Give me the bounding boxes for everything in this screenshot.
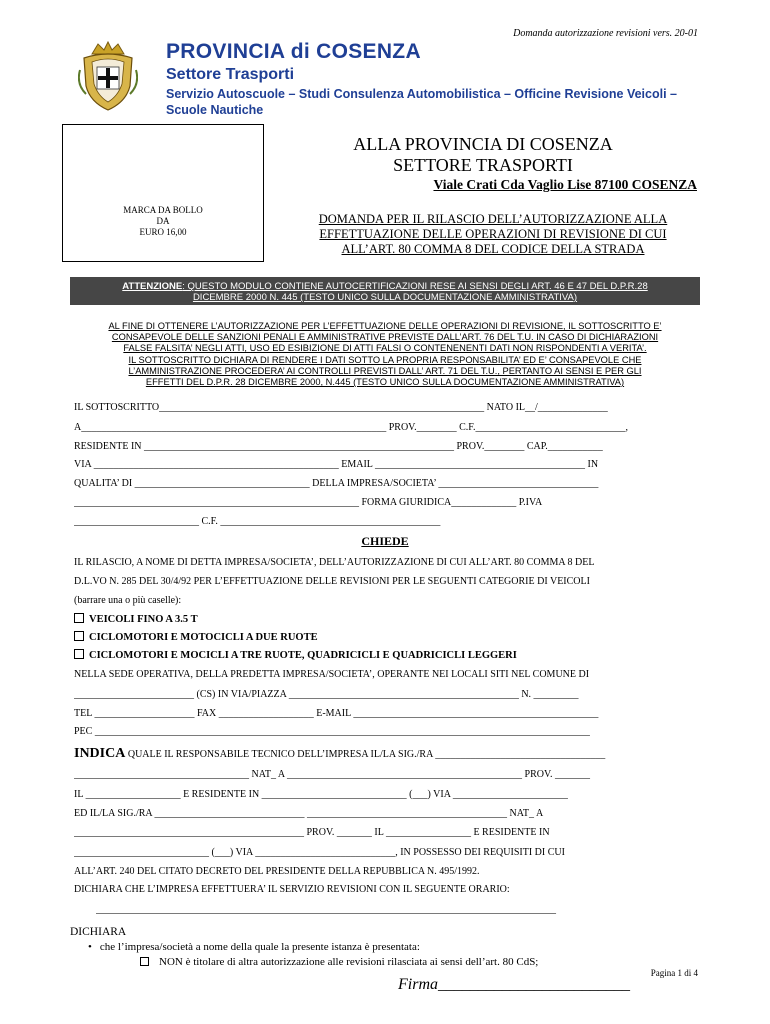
- subject-line-1: DOMANDA PER IL RILASCIO DELL’AUTORIZZAZIONE ALLA: [318, 212, 668, 226]
- bullet-item: [88, 941, 420, 953]
- category-label: VEICOLI FINO A 3.5 T: [89, 614, 198, 625]
- stamp-line-3: EURO 16,00: [139, 227, 187, 237]
- field-sede-address[interactable]: ________________________ (CS) IN VIA/PIAZZA ______________________________________________ N. _________: [74, 689, 579, 700]
- chiede-heading: CHIEDE: [361, 534, 409, 548]
- field-residence[interactable]: RESIDENTE IN ______________________________________________________________ PROV.________ CAP.___________: [74, 441, 603, 452]
- recipient-line-1: ALLA PROVINCIA DI COSENZA: [353, 134, 613, 154]
- attention-banner: [70, 277, 700, 305]
- intro-line: CONSAPEVOLE DELLE SANZIONI PENALI E AMMINISTRATIVE PREVISTE DALL’ART. 76 DEL T.U. IN CASO DI DICHIARAZIONI: [111, 332, 659, 343]
- category-label: CICLOMOTORI E MOTOCICLI A DUE RUOTE: [89, 632, 318, 643]
- request-line: IL RILASCIO, A NOME DI DETTA IMPRESA/SOCIETA’, DELL’AUTORIZZAZIONE DI CUI ALL’ART. 80 COMMA 8 DEL: [74, 557, 595, 568]
- checkbox-icon[interactable]: [140, 957, 149, 966]
- field-second-resp-birth[interactable]: ______________________________________________ PROV. _______ IL _________________ E RESIDENTE IN: [74, 827, 550, 838]
- intro-line: L’AMMINISTRAZIONE PROCEDERA’ AI CONTROLLI PREVISTI DALL’ ART. 71 DEL T.U., PERTANTO AI SENSI E PER GLI: [128, 365, 642, 376]
- subbullet-item[interactable]: [140, 956, 538, 968]
- bullet-dot-icon: •: [88, 941, 92, 953]
- attention-line-2: DICEMBRE 2000 N. 445 (TESTO UNICO SULLA DOCUMENTAZIONE AMMINISTRATIVA): [192, 292, 578, 303]
- signature-field[interactable]: Firma________________________: [398, 976, 630, 993]
- request-line: D.L.VO N. 285 DEL 30/4/92 PER L’EFFETTUAZIONE DELLE REVISIONI PER LE SEGUENTI CATEGORIE DI VEICOLI: [74, 576, 590, 587]
- category-checkbox-two-wheel[interactable]: [74, 631, 318, 643]
- field-tax-code[interactable]: _________________________ C.F. ____________________________________________: [74, 516, 441, 527]
- subject: [288, 212, 698, 257]
- dichiara-heading: DICHIARA: [70, 926, 127, 938]
- field-birthplace[interactable]: A_____________________________________________________________ PROV.________ C.F.______________________________,: [74, 422, 629, 433]
- indica-line[interactable]: [74, 745, 696, 765]
- stamp-line-1: MARCA DA BOLLO: [123, 205, 203, 215]
- category-checkbox-vehicles[interactable]: [74, 613, 198, 625]
- sede-line: NELLA SEDE OPERATIVA, DELLA PREDETTA IMPRESA/SOCIETA’, OPERANTE NEI LOCALI SITI NEL COMUNE DI: [74, 669, 590, 680]
- indica-text: QUALE IL RESPONSABILE TECNICO DELL’IMPRESA IL/LA SIG./RA __________________________________: [125, 749, 606, 760]
- intro-paragraph: [74, 321, 696, 388]
- checkbox-icon[interactable]: [74, 649, 84, 659]
- field-second-resp-address[interactable]: ___________________________ (___) VIA ____________________________, IN POSSESSO DEI REQUISITI DI CUI: [74, 847, 565, 858]
- coat-of-arms-icon: [78, 40, 138, 112]
- field-resp-residence[interactable]: IL ___________________ E RESIDENTE IN _____________________________ (___) VIA _______________________: [74, 789, 568, 800]
- field-second-resp[interactable]: ED IL/LA SIG./RA ______________________________ ________________________________________ NAT_ A: [74, 808, 544, 819]
- version-note: Domanda autorizzazione revisioni vers. 20-01: [513, 28, 698, 39]
- stamp-box: [62, 124, 264, 262]
- intro-line: EFFETTI DEL D.P.R. 28 DICEMBRE 2000, N.445 (TESTO UNICO SULLA DOCUMENTAZIONE AMMINISTRATIVA): [145, 377, 625, 388]
- field-role-company[interactable]: QUALITA’ DI ___________________________________ DELLA IMPRESA/SOCIETA’ ________________________________: [74, 478, 599, 489]
- sector-subtitle: Settore Trasporti: [166, 66, 295, 83]
- subject-line-2: EFFETTUAZIONE DELLE OPERAZIONI DI REVISIONE DI CUI: [319, 227, 667, 241]
- subject-line-3: ALL’ART. 80 COMMA 8 DEL CODICE DELLA STRADA: [341, 242, 645, 256]
- attention-line-1: : QUESTO MODULO CONTIENE AUTOCERTIFICAZIONI RESE AI SENSI DEGLI ART. 46 E 47 DEL D.P.R.28: [182, 281, 648, 292]
- page-number: Pagina 1 di 4: [650, 968, 698, 978]
- field-address-email[interactable]: VIA _________________________________________________ EMAIL __________________________________________ IN: [74, 459, 599, 470]
- requirements-line: ALL’ART. 240 DEL CITATO DECRETO DEL PRESIDENTE DELLA REPUBBLICA N. 495/1992.: [74, 866, 480, 877]
- field-legal-form[interactable]: _________________________________________________________ FORMA GIURIDICA_____________ P.IVA: [74, 497, 543, 508]
- intro-line: FALSE FALSITA’ NEGLI ATTI, USO ED ESIBIZIONE DI ATTI FALSI O CONTENENENTI DATI NON RISPONDENTI A VERITA’.: [123, 343, 647, 354]
- recipient-address: Viale Crati Cda Vaglio Lise 87100 COSENZA: [433, 177, 697, 192]
- indica-word: INDICA: [74, 746, 126, 761]
- attention-label: ATTENZIONE: [122, 281, 183, 292]
- schedule-declaration: DICHIARA CHE L’IMPRESA EFFETTUERA’ IL SERVIZIO REVISIONI CON IL SEGUENTE ORARIO:: [74, 884, 510, 895]
- intro-line: AL FINE DI OTTENERE L’AUTORIZZAZIONE PER L’EFFETTUAZIONE DELLE OPERAZIONI DI REVISIONE, IL SOTTOSCRITTO E’: [108, 321, 662, 331]
- field-contacts[interactable]: TEL ____________________ FAX ___________________ E-MAIL _________________________________________________: [74, 708, 599, 719]
- field-pec[interactable]: PEC ___________________________________________________________________________________________________: [74, 726, 590, 737]
- bullet-text: che l’impresa/società a nome della quale la presente istanza è presentata:: [99, 941, 420, 953]
- services-line: Servizio Autoscuole – Studi Consulenza Automobilistica – Officine Revisione Veicoli – Scuole Nautiche: [166, 87, 677, 117]
- checkbox-icon[interactable]: [74, 631, 84, 641]
- intro-line: IL SOTTOSCRITTO DICHIARA DI RENDERE I DATI SOTTO LA PROPRIA RESPONSABILITA’ ED E’ CONSAPEVOLE CHE: [128, 354, 642, 365]
- category-checkbox-three-wheel[interactable]: [74, 649, 517, 661]
- subbullet-text: NON è titolare di altra autorizzazione alle revisioni rilasciata ai sensi dell’art. 80 CdS;: [159, 956, 539, 968]
- province-title: PROVINCIA di COSENZA: [166, 40, 421, 63]
- recipient-line-2: SETTORE TRASPORTI: [393, 155, 573, 175]
- request-line: (barrare una o più caselle):: [74, 595, 182, 606]
- category-label: CICLOMOTORI E MOCICLI A TRE RUOTE, QUADRICICLI E QUADRICICLI LEGGERI: [89, 650, 517, 661]
- field-resp-birth[interactable]: ___________________________________ NAT_ A _______________________________________________ PROV. _______: [74, 769, 590, 780]
- field-sottoscritto[interactable]: IL SOTTOSCRITTO_________________________________________________________________ NATO IL__/______________: [74, 402, 608, 413]
- stamp-line-2: DA: [156, 216, 170, 226]
- field-schedule[interactable]: ____________________________________________________________________________________________: [96, 904, 556, 915]
- checkbox-icon[interactable]: [74, 613, 84, 623]
